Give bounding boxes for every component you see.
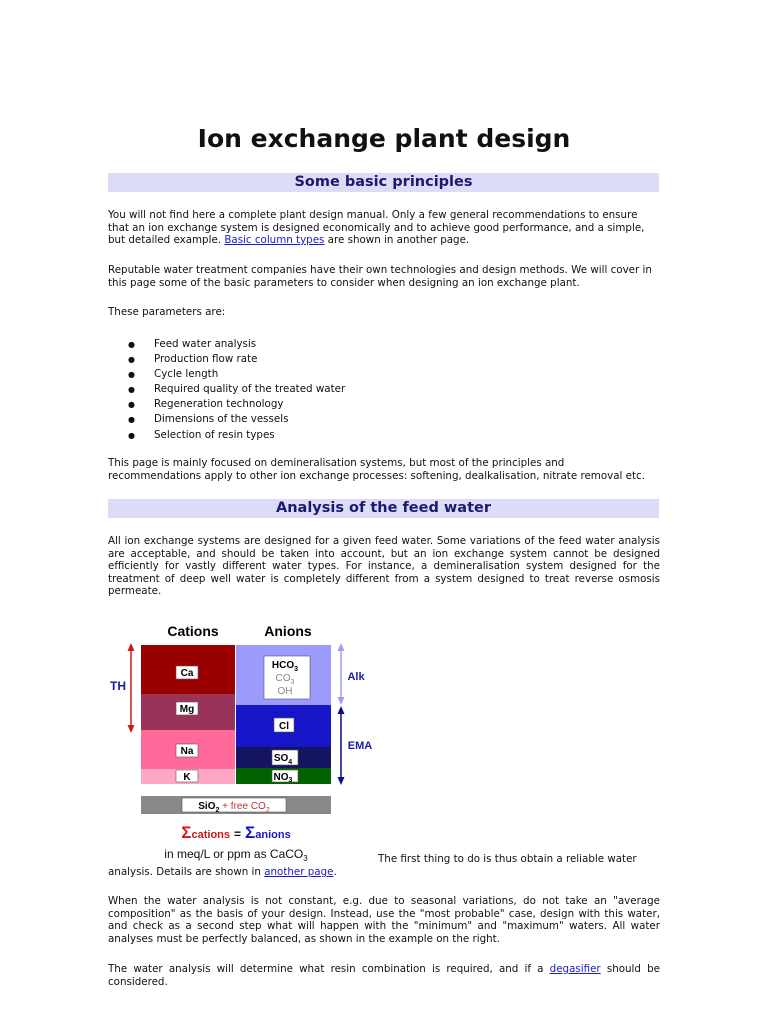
companies-paragraph: Reputable water treatment companies have their own technologies and design methods. We will cover in this page some of the basic parameters to consider when designing an ion exchange plant. [108, 264, 652, 289]
section-heading-principles: Some basic principles [108, 173, 659, 192]
focus-paragraph: This page is mainly focused on demineralisation systems, but most of the principles and recommendations apply to other ion exchange processes: softening, dealkalisation, nitrate removal etc. [108, 457, 645, 482]
oh-label: OH [277, 686, 293, 697]
list-item: ● Feed water analysis [108, 338, 345, 353]
silica-label: SiO$_2$ + free $CO_2$ [198, 801, 270, 814]
seasonal-variation-paragraph: When the water analysis is not constant, e.g. due to seasonal variations, do not take an "average composition" as the basis of your design. Instead, use the "most probable" case, design with this water, and check as a second step what will happen with the "minimum" and "maximum" waters. All water analyses must be perfectly balanced, as shown in the example on the right. [108, 895, 660, 945]
analysis-details-paragraph [108, 866, 660, 879]
co3-label: $CO_3$ [275, 673, 295, 686]
no3-label: $NO_3$ [273, 772, 293, 784]
intro-paragraph [108, 209, 660, 247]
section-heading-analysis: Analysis of the feed water [108, 499, 659, 518]
analysis-details-text: analysis. Details are shown in [108, 866, 265, 878]
cl-label: Cl [279, 721, 289, 732]
analysis-details-end: . [333, 866, 337, 878]
k-label: K [183, 772, 191, 783]
balance-formula: Σcations = Σanions [181, 823, 291, 842]
basic-column-types-link[interactable]: Basic column types [224, 234, 325, 247]
resin-combination-paragraph [108, 963, 660, 988]
mg-label: Mg [179, 704, 195, 715]
alk-arrow-head-down [338, 697, 345, 705]
ca-label: Ca [180, 668, 194, 679]
another-page-link[interactable]: another page [264, 866, 334, 878]
na-label: Na [180, 746, 194, 757]
page-title: Ion exchange plant design [197, 124, 571, 153]
ema-label: EMA [347, 740, 373, 752]
resin-text: The water analysis will determine what resin combination is required, and if a [108, 963, 550, 975]
ion-balance-diagram [108, 618, 373, 868]
ema-arrow-head-up [338, 706, 345, 714]
list-item: ● Cycle length [108, 368, 345, 383]
list-item: ● Production flow rate [108, 353, 345, 368]
ema-arrow-head-down [338, 777, 345, 785]
list-item: ● Required quality of the treated water [108, 383, 345, 398]
list-item: ● Regeneration technology [108, 398, 345, 413]
alk-label: Alk [347, 671, 365, 683]
list-item: ● Selection of resin types [108, 429, 345, 444]
intro-text: You will not find here a complete plant design manual. Only a few general recommendations to ensure that an ion exchange system is designed economically and to achieve good performance, and a simple, but detailed example. [108, 209, 645, 247]
resin-text-end: should be considered. [108, 963, 660, 988]
parameters-intro: These parameters are: [108, 306, 226, 318]
th-label: TH [110, 679, 126, 693]
intro-text-end: are shown in another page. [324, 234, 470, 247]
th-arrow-head-up [128, 643, 135, 651]
th-arrow-head-down [128, 725, 135, 733]
so4-label: $SO_4$ [273, 753, 293, 766]
feed-water-paragraph: All ion exchange systems are designed for a given feed water. Some variations of the feed water analysis are acceptable, and should be taken into account, but an ion exchange system cannot be designed efficiently for vastly different water types. For instance, a demineralisation system designed for the treatment of deep well water is completely different from a system designed to treat reverse osmosis permeate. [108, 535, 660, 598]
reliable-analysis-line: The first thing to do is thus obtain a reliable water [378, 853, 637, 865]
cations-header: Cations [167, 623, 219, 639]
hco3-label: $HCO_3$ [271, 660, 299, 673]
parameters-list [108, 338, 345, 444]
list-item: ● Dimensions of the vessels [108, 413, 345, 428]
units-label: in meq/L or ppm as CaCO$_3$ [164, 847, 308, 863]
degasifier-link[interactable]: degasifier [549, 963, 601, 975]
alk-arrow-head-up [338, 643, 345, 651]
anions-header: Anions [264, 623, 312, 639]
